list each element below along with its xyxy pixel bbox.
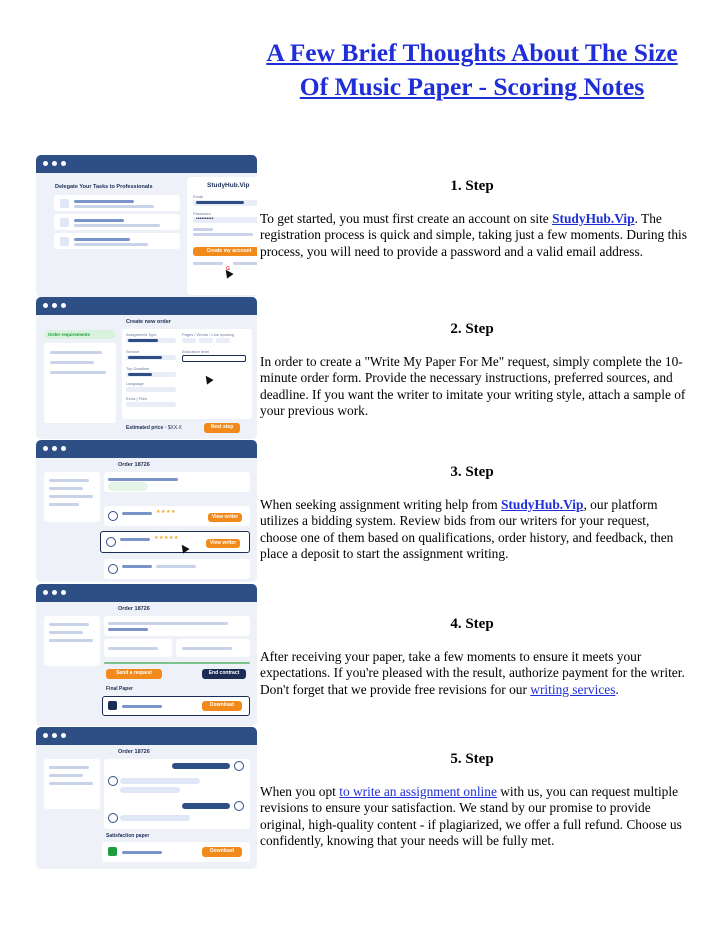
mock-brand: StudyHub.Vip — [207, 182, 250, 189]
requirements-badge: Order requirements — [44, 330, 116, 339]
writer-avatar[interactable] — [106, 537, 116, 547]
page-title[interactable]: A Few Brief Thoughts About The Size Of Music Paper - Scoring Notes — [266, 38, 678, 101]
estimated-price: Estimated price · $XX.X — [126, 425, 182, 431]
writer-avatar[interactable] — [108, 564, 118, 574]
password-label: Password — [193, 211, 211, 216]
step-text: To get started, you must first create an account on site StudyHub.Vip. The registration process is quick and simple, taking just a few moments. During this process, you will need to provide a password and a valid email address. — [260, 211, 687, 259]
create-account-button[interactable]: Create my account — [193, 247, 257, 256]
writer-avatar[interactable] — [108, 511, 118, 521]
step-heading: 3. Step — [450, 464, 494, 480]
user-avatar — [234, 761, 244, 771]
mock-left-heading: Delegate Your Tasks to Professionals — [55, 184, 153, 190]
revisions-mockup — [36, 727, 257, 869]
final-paper-label: Final Paper — [106, 686, 133, 692]
window-bar — [36, 155, 257, 173]
writing-services-link[interactable]: writing services — [530, 681, 616, 697]
status-chip — [108, 482, 148, 491]
signup-form: StudyHub.Vip Email Password •••••••••• Create my account G — [187, 177, 257, 295]
file-icon — [108, 701, 117, 710]
mock-heading: Order 18726 — [118, 462, 150, 468]
step-heading: 2. Step — [450, 321, 494, 337]
mock-heading: Order 18726 — [118, 606, 150, 612]
step-text: After receiving your paper, take a few moments to ensure it meets your expectations. If you're pleased with the result, authorize payment for the writer. Don't forget that we provide free revisions for our writing services. — [260, 649, 685, 697]
order-form: Assignment Type Pages / Words / Line spacing Service Education level Top Deadline Language Extra | Files — [122, 329, 252, 419]
step-heading: 4. Step — [450, 616, 494, 632]
step-heading: 5. Step — [450, 751, 494, 767]
step-text: When seeking assignment writing help from StudyHub.Vip, our platform utilizes a bidding system. Review bids from our writers for your request, choose one of them based on qualifications, order history, and feedback, then place a deposit to start the assignment writing. — [260, 497, 674, 562]
mock-heading: Order 18726 — [118, 749, 150, 755]
send-request-button[interactable]: Send a request — [106, 669, 162, 679]
step-text: When you opt to write an assignment online with us, you can request multiple revisions to ensure your satisfaction. We stand by our promise to provide original, high-quality content - if plagiarized, we offer a full refund. Choose us confidently, knowing that your needs will be fully met. — [260, 784, 682, 849]
satisfaction-label: Satisfaction paper — [106, 833, 150, 839]
write-assignment-link[interactable]: to write an assignment online — [339, 784, 497, 799]
step-text: In order to create a "Write My Paper For Me" request, simply complete the 10-minute order form. Provide the necessary instructions, preferred sources, and deadline. If you want the writer to imitate your writing style, attach a sample of your previous work. — [260, 354, 686, 419]
email-label: Email — [193, 194, 204, 199]
rating-stars: ★★★★★ — [154, 535, 179, 541]
writer-avatar — [108, 776, 118, 786]
rating-stars: ★★★★ — [156, 509, 176, 515]
bidding-mockup — [36, 440, 257, 582]
order-form-mockup — [36, 297, 257, 439]
writer-avatar — [108, 813, 118, 823]
file-icon — [108, 847, 117, 856]
view-writer-button[interactable]: View writer — [208, 513, 242, 522]
final-paper-mockup — [36, 584, 257, 726]
view-writer-button[interactable]: View writer — [206, 539, 240, 548]
google-icon[interactable]: G — [226, 266, 230, 272]
mock-heading: Create new order — [126, 319, 171, 325]
next-step-button[interactable]: Next step — [204, 423, 240, 433]
end-contract-button[interactable]: End contract — [202, 669, 246, 679]
download-button[interactable]: Download — [202, 701, 242, 711]
studyhub-link[interactable]: StudyHub.Vip — [552, 211, 635, 226]
user-avatar — [234, 801, 244, 811]
studyhub-link[interactable]: StudyHub.Vip — [500, 497, 584, 512]
step-heading: 1. Step — [450, 178, 494, 194]
signup-mockup — [36, 155, 257, 297]
download-button[interactable]: Download — [202, 847, 242, 857]
